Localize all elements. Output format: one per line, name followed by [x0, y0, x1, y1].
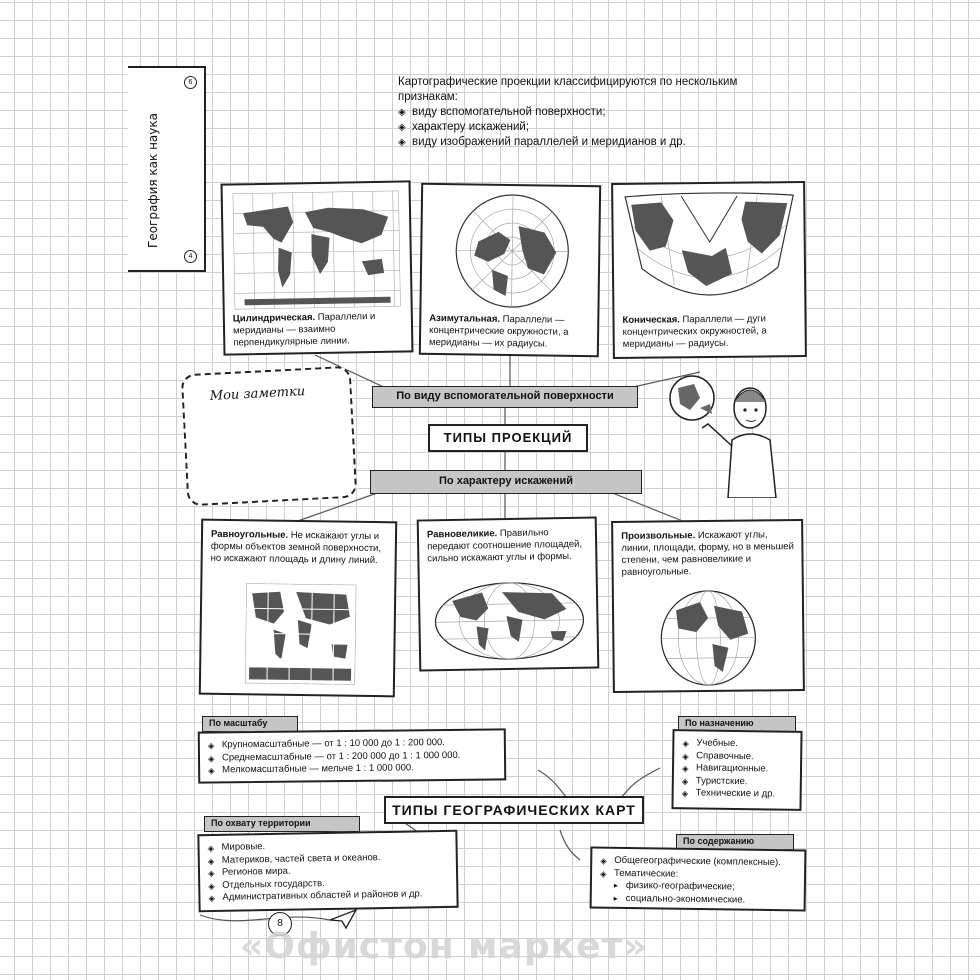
purpose-item: ◈ Технические и др. [682, 787, 792, 801]
card-equal-area [417, 516, 600, 671]
scale-item: ◈ Крупномасштабные — от 1 : 10 000 до 1 : 200 000. [208, 736, 496, 752]
cylindrical-text: Параллели и меридианы — взаимно перпендикулярные линии. [232, 310, 376, 349]
cylindrical-caption [233, 310, 406, 349]
top-mark: 6 [184, 76, 197, 89]
azimuthal-map-image [447, 191, 577, 311]
page-number: 8 [268, 912, 292, 936]
equal-area-text: Правильно передают соотношение площадей, сильно искажают углы и формы. [427, 527, 583, 565]
cylindrical-map-image [233, 191, 401, 310]
bar-surface: По виду вспомогательной поверхности [372, 386, 638, 408]
territory-item: ◈ Материков, частей света и океанов. [208, 850, 448, 867]
conic-caption [622, 313, 798, 351]
arbitrary-caption [621, 529, 799, 579]
conformal-map-image [245, 583, 356, 685]
tag-territory: По охвату территории [204, 816, 360, 832]
conic-name: Коническая. [622, 314, 680, 326]
card-conic [611, 181, 807, 359]
scale-list [198, 728, 507, 783]
card-cylindrical [221, 180, 414, 355]
tag-content: По содержанию [676, 834, 794, 850]
content-list [590, 846, 807, 911]
purpose-item: ◈ Навигационные. [682, 762, 792, 776]
card-azimuthal [419, 183, 601, 357]
arbitrary-map-image [656, 587, 761, 688]
territory-item: ◈ Мировые. [207, 838, 447, 855]
purpose-list [671, 729, 802, 811]
content-subitem: ▸ физико-географические; [600, 880, 796, 895]
section-title: География как наука [146, 113, 160, 248]
content-subitem: ▸ социально-экономические. [600, 892, 796, 907]
bar-distortion: По характеру искажений [370, 470, 642, 494]
conic-text: Параллели — дуги концентрических окружностей, а меридианы — радиусы. [622, 313, 767, 350]
territory-item: ◈ Регионов мира. [208, 863, 448, 880]
azimuthal-caption [429, 313, 593, 351]
bottom-mark: 4 [184, 250, 197, 263]
equal-area-name: Равновеликие. [426, 528, 498, 541]
azimuthal-text: Параллели — концентрические окружности, а меридианы — их радиусы. [428, 313, 569, 350]
map-types-title: ТИПЫ ГЕОГРАФИЧЕСКИХ КАРТ [384, 796, 644, 824]
purpose-item: ◈ Туристские. [682, 775, 792, 789]
arbitrary-text: Искажают углы, линии, площади, форму, но в меньшей степени, чем равновеликие и равноугольные. [621, 529, 794, 578]
arbitrary-name: Произвольные. [621, 530, 696, 542]
teacher-with-globe-illustration [656, 368, 786, 498]
territory-item: ◈ Административных областей и районов и др. [208, 888, 448, 905]
scale-item: ◈ Среднемасштабные — от 1 : 200 000 до 1 : 1 000 000. [208, 749, 496, 765]
card-arbitrary [611, 519, 805, 693]
tag-purpose: По назначению [678, 716, 796, 732]
notes-title: Мои заметки [209, 384, 306, 405]
card-conformal [199, 519, 397, 698]
conformal-name: Равноугольные. [210, 528, 289, 541]
intro-item: ◈ характеру искажений; [398, 120, 780, 135]
watermark: «Офистон маркет» [240, 926, 648, 967]
intro-item: ◈ виду вспомогательной поверхности; [398, 105, 780, 120]
equal-area-map-image [432, 579, 587, 664]
scale-item: ◈ Мелкомасштабные — мельче 1 : 1 000 000. [208, 761, 496, 777]
conformal-caption [211, 529, 391, 568]
intro-item: ◈ виду изображений параллелей и меридианов и др. [398, 135, 780, 150]
conic-map-image [621, 189, 798, 309]
territory-item: ◈ Отдельных государств. [208, 875, 448, 892]
cylindrical-name: Цилиндрическая. [232, 312, 316, 325]
tag-scale: По масштабу [202, 716, 298, 732]
conformal-text: Не искажают углы и формы объектов земной поверхности, но искажают площадь и длину линий. [210, 529, 382, 567]
intro-paragraph: Картографические проекции классифицируются по нескольким признакам: [398, 76, 738, 103]
equal-area-caption [427, 527, 594, 566]
content-item: ◈ Общегеографические (комплексные). [600, 855, 796, 870]
purpose-item: ◈ Учебные. [682, 737, 792, 751]
projections-title: ТИПЫ ПРОЕКЦИЙ [428, 424, 588, 452]
azimuthal-name: Азимутальная. [429, 312, 501, 325]
notes-box [181, 366, 358, 507]
territory-list [197, 830, 458, 913]
content-item: ◈ Тематические: [600, 867, 796, 882]
purpose-item: ◈ Справочные. [682, 750, 792, 764]
